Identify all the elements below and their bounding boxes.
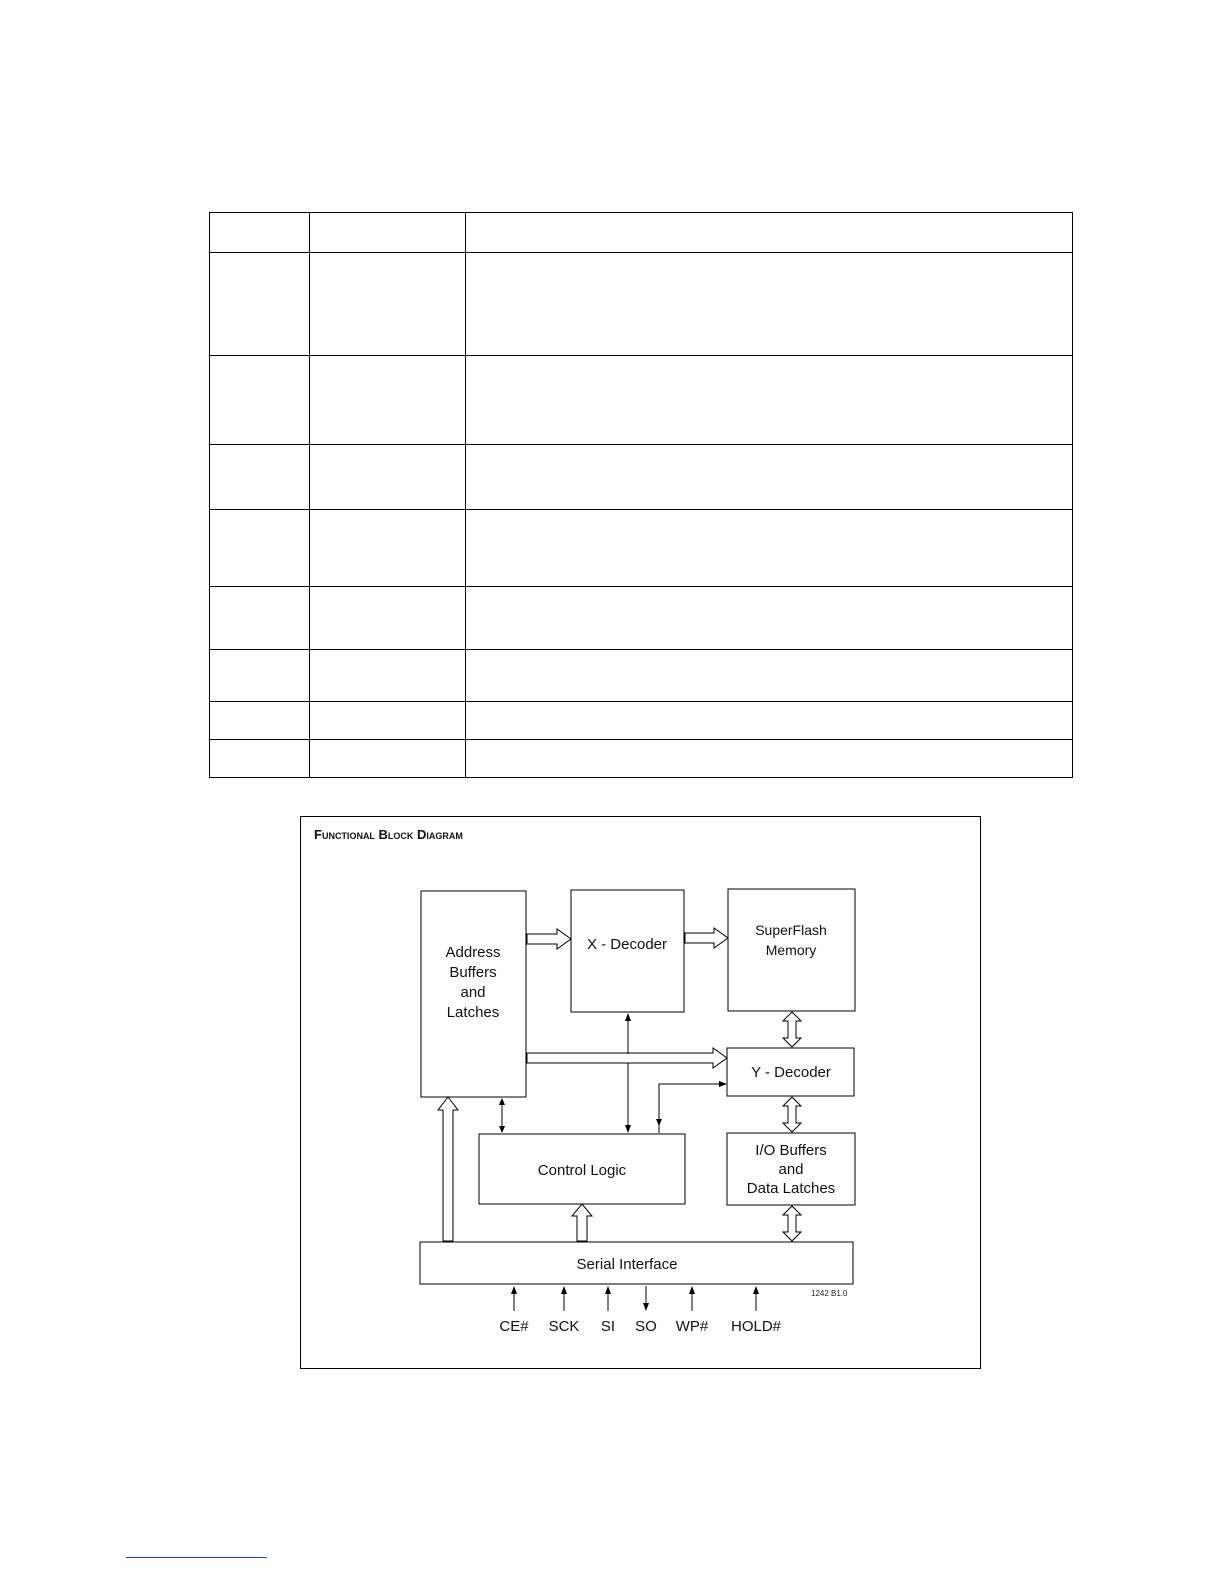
io-serial-bidir-arrow xyxy=(783,1206,801,1241)
pin-si xyxy=(601,1286,615,1335)
memory-label-line2: Memory xyxy=(765,942,817,958)
table-cell xyxy=(210,356,310,445)
address-label-line3: and xyxy=(460,984,486,1001)
table-cell xyxy=(466,510,1073,587)
table-row xyxy=(210,253,1073,356)
table-cell xyxy=(310,213,466,253)
pin-hold-label: HOLD# xyxy=(730,1318,782,1335)
address-label-line1: Address xyxy=(445,944,501,961)
pin-hold xyxy=(731,1286,782,1335)
table-cell xyxy=(310,587,466,650)
pin-wp-label: WP# xyxy=(675,1318,709,1335)
xdecoder-to-memory-arrow xyxy=(685,928,728,948)
table-cell xyxy=(466,650,1073,702)
pin-so-label: SO xyxy=(635,1318,657,1335)
io-label-line1: I/O Buffers xyxy=(755,1142,827,1159)
functional-block-diagram xyxy=(300,816,981,1369)
pin-ce-label: CE# xyxy=(499,1318,529,1335)
address-to-ydecoder-arrow xyxy=(527,1048,727,1068)
memory-label-line1: SuperFlash xyxy=(755,922,827,938)
table-row xyxy=(210,587,1073,650)
table-cell xyxy=(210,213,310,253)
control-ydecoder-arrowhead-down xyxy=(656,1119,662,1126)
control-address-arrowhead-up xyxy=(499,1098,505,1105)
table-cell xyxy=(210,740,310,778)
ydecoder-arrowhead xyxy=(719,1081,727,1087)
table-row xyxy=(210,510,1073,587)
control-arrowhead xyxy=(625,1125,631,1133)
table-cell xyxy=(310,740,466,778)
table-cell xyxy=(210,445,310,510)
table-cell xyxy=(466,740,1073,778)
pin-sck xyxy=(549,1286,580,1335)
table-row xyxy=(210,702,1073,740)
table-cell xyxy=(466,253,1073,356)
pin-wp xyxy=(676,1286,709,1335)
diagram-title: Functional Block Diagram xyxy=(314,827,463,842)
xdecoder-arrowhead xyxy=(625,1013,631,1021)
table-row xyxy=(210,356,1073,445)
table-row xyxy=(210,213,1073,253)
footer-link-underline[interactable] xyxy=(126,1557,267,1558)
pin-so xyxy=(635,1286,657,1335)
memory-ydecoder-bidir-arrow xyxy=(783,1012,801,1047)
control-ydecoder-line xyxy=(659,1084,720,1133)
address-label-line2: Buffers xyxy=(449,964,497,981)
address-label-line4: Latches xyxy=(446,1004,500,1021)
table-cell xyxy=(210,587,310,650)
table-cell xyxy=(310,253,466,356)
table-cell xyxy=(310,356,466,445)
table-cell xyxy=(310,702,466,740)
table-cell xyxy=(310,650,466,702)
table-cell xyxy=(210,702,310,740)
serial-interface-label: Serial Interface xyxy=(576,1256,678,1273)
y-decoder-label: Y - Decoder xyxy=(751,1064,831,1081)
io-label-line2: and xyxy=(778,1161,804,1178)
ydecoder-io-bidir-arrow xyxy=(783,1097,801,1132)
table-cell xyxy=(466,356,1073,445)
pin-sck-label: SCK xyxy=(548,1318,580,1335)
io-label-line3: Data Latches xyxy=(746,1180,836,1197)
table-cell xyxy=(466,702,1073,740)
serial-to-address-arrow xyxy=(438,1097,458,1241)
table-cell xyxy=(310,510,466,587)
block-diagram-canvas xyxy=(301,817,982,1370)
control-logic-label: Control Logic xyxy=(537,1162,627,1179)
table-cell xyxy=(210,650,310,702)
table-cell xyxy=(466,445,1073,510)
table-cell xyxy=(310,445,466,510)
pin-description-table xyxy=(209,212,1073,778)
pin-ce xyxy=(499,1286,529,1335)
figure-id: 1242 B1.0 xyxy=(811,1289,848,1298)
table-row xyxy=(210,445,1073,510)
control-address-arrowhead-down xyxy=(499,1126,505,1133)
table-cell xyxy=(466,213,1073,253)
pin-si-label: SI xyxy=(600,1318,616,1335)
table-row xyxy=(210,650,1073,702)
table-row xyxy=(210,740,1073,778)
serial-to-control-arrow xyxy=(572,1204,592,1241)
table-cell xyxy=(466,587,1073,650)
table-cell xyxy=(210,253,310,356)
table-cell xyxy=(210,510,310,587)
address-to-xdecoder-arrow xyxy=(527,929,571,949)
x-decoder-label: X - Decoder xyxy=(586,936,668,953)
